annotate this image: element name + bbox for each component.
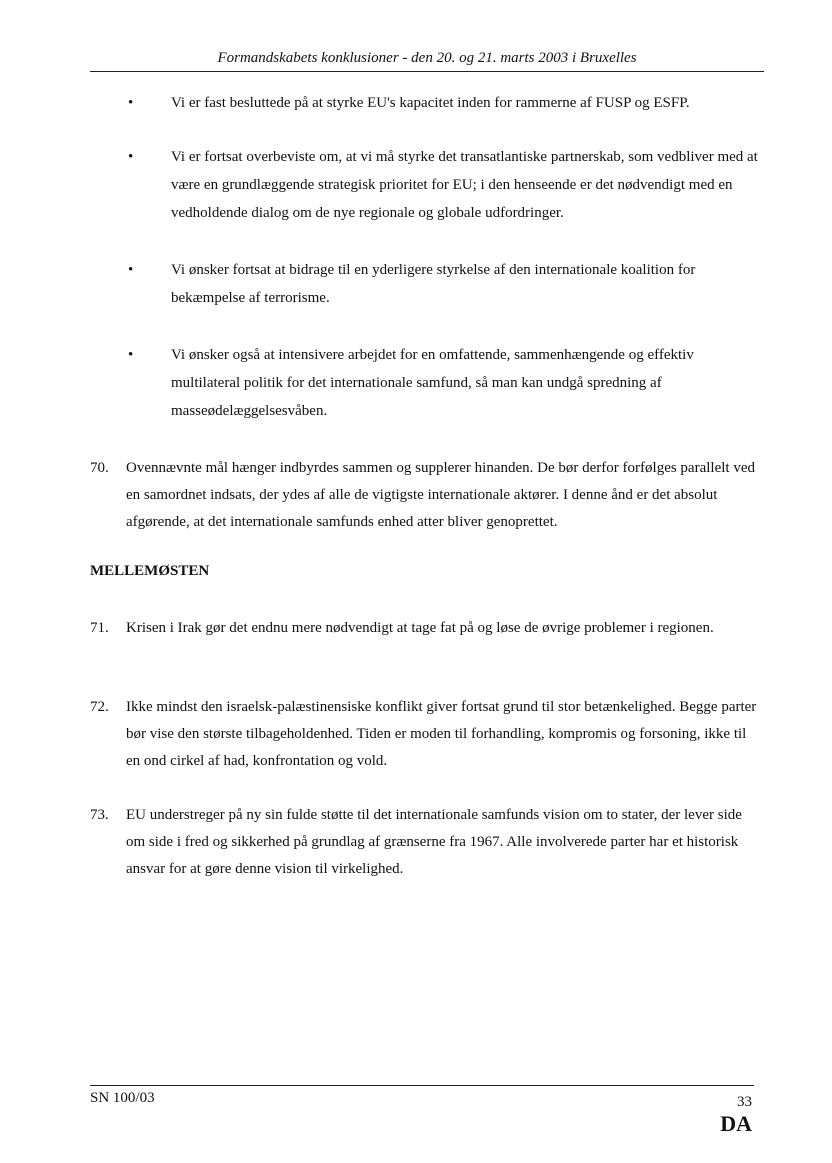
running-header: Formandskabets konklusioner - den 20. og 21. marts 2003 i Bruxelles	[217, 50, 637, 66]
language-code: DA	[720, 1111, 752, 1136]
bullet-text: Vi ønsker også at intensivere arbejdet for en omfattende, sammenhængende og effektiv multilateral politik for det internationale samfund, så man kan undgå spredning af masseødelæggelsesvåben.	[171, 347, 694, 419]
bullet-text: Vi er fortsat overbeviste om, at vi må styrke det transatlantiske partnerskab, som vedbliver med at være en grundlæggende strategisk prioritet for EU; i den henseende er det nødvendigt med en vedholdende dialog om de nye regionale og globale udfordringer.	[171, 149, 758, 221]
paragraph-number: 72.	[90, 699, 109, 715]
paragraph-73	[90, 802, 758, 883]
footer-divider	[90, 1085, 754, 1086]
paragraph-70	[90, 455, 758, 536]
paragraph-text: Krisen i Irak gør det endnu mere nødvendigt at tage fat på og løse de øvrige problemer i regionen.	[126, 620, 714, 636]
header-divider	[90, 71, 764, 72]
paragraph-number: 70.	[90, 460, 109, 476]
bullet-item	[128, 256, 758, 312]
paragraph-number: 71.	[90, 620, 109, 636]
section-heading: MELLEMØSTEN	[90, 563, 210, 579]
bullet-icon: •	[128, 95, 134, 111]
bullet-item	[128, 143, 758, 227]
bullet-item	[128, 341, 758, 425]
page-number: 33	[737, 1094, 752, 1110]
paragraph-72	[90, 694, 758, 775]
bullet-icon: •	[128, 262, 134, 278]
paragraph-text: EU understreger på ny sin fulde støtte til det internationale samfunds vision om to stater, der lever side om side i fred og sikkerhed på grundlag af grænserne fra 1967. Alle involverede parter har et historisk ansvar for at gøre denne vision til virkelighed.	[126, 807, 742, 877]
paragraph-number: 73.	[90, 807, 109, 823]
paragraph-text: Ovennævnte mål hænger indbyrdes sammen og supplerer hinanden. De bør derfor forfølges parallelt ved en samordnet indsats, der ydes af alle de vigtigste internationale aktører. I denne ånd er det absolut afgørende, at det internationale samfunds enhed atter bliver genoprettet.	[126, 460, 755, 530]
document-reference: SN 100/03	[90, 1090, 155, 1106]
paragraph-text: Ikke mindst den israelsk-palæstinensiske konflikt giver fortsat grund til stor betænkelighed. Begge parter bør vise den største tilbageholdenhed. Tiden er moden til forhandling, kompromis og forsoning, ikke til en ond cirkel af had, konfrontation og vold.	[126, 699, 757, 769]
paragraph-71	[90, 615, 758, 642]
bullet-icon: •	[128, 149, 134, 165]
bullet-text: Vi ønsker fortsat at bidrage til en yderligere styrkelse af den internationale koalition for bekæmpelse af terrorisme.	[171, 262, 696, 306]
bullet-item	[128, 89, 758, 117]
bullet-icon: •	[128, 347, 134, 363]
bullet-text: Vi er fast besluttede på at styrke EU's kapacitet inden for rammerne af FUSP og ESFP.	[171, 95, 690, 111]
